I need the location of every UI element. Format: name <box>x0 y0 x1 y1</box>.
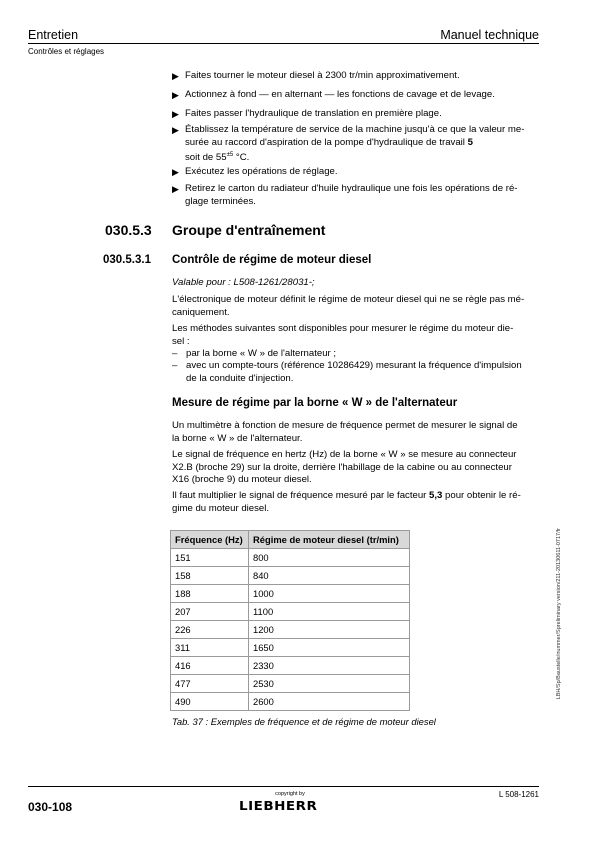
paragraph-line: Les méthodes suivantes sont disponibles pour mesurer le régime du moteur die- <box>172 323 514 334</box>
footer-divider <box>28 786 539 787</box>
liebherr-logo: LIEBHERR <box>239 798 318 814</box>
bullet-arrow-icon: ▶ <box>172 90 179 100</box>
bullet-line: surée au raccord d'aspiration de la pompe d'hydraulique de travail <box>185 136 468 148</box>
bullet-line: Établissez la température de service de la machine jusqu'à ce que la valeur me- <box>185 124 525 135</box>
cell-engine-speed: 1650 <box>249 639 410 657</box>
copyright-text: copyright by <box>275 791 305 797</box>
cell-engine-speed: 1100 <box>249 603 410 621</box>
dash-text: par la borne « W » de l'alternateur ; <box>186 348 337 359</box>
dash-line: avec un compte-tours (référence 10286429) mesurant la fréquence d'impulsion <box>186 360 522 371</box>
frequency-table-wrapper <box>170 530 410 711</box>
cell-frequency: 311 <box>171 639 249 657</box>
dash-marker: – <box>172 360 178 371</box>
table-row <box>171 639 410 657</box>
valid-for-note: Valable pour : L508-1261/28031-; <box>172 277 315 288</box>
cell-frequency: 490 <box>171 693 249 711</box>
paragraph-line: L'électronique de moteur définit le régime de moteur diesel qui ne se règle pas mé- <box>172 294 525 305</box>
table-header-engine-speed: Régime de moteur diesel (tr/min) <box>249 531 410 549</box>
paragraph-line: gime du moteur diesel. <box>172 502 270 514</box>
bullet-text: Faites passer l'hydraulique de translation en première plage. <box>185 108 442 119</box>
table-row <box>171 693 410 711</box>
bullet-text: Faites tourner le moteur diesel à 2300 tr/min approximativement. <box>185 70 460 81</box>
page-number: 030-108 <box>28 800 73 814</box>
heading-measurement: Mesure de régime par la borne « W » de l'alternateur <box>172 397 458 409</box>
cell-engine-speed: 1200 <box>249 621 410 639</box>
table-row <box>171 603 410 621</box>
cell-frequency: 158 <box>171 567 249 585</box>
cell-engine-speed: 840 <box>249 567 410 585</box>
cell-engine-speed: 800 <box>249 549 410 567</box>
paragraph <box>172 323 540 348</box>
paragraph <box>172 294 540 319</box>
table-row <box>171 549 410 567</box>
cell-frequency: 226 <box>171 621 249 639</box>
section-title: Groupe d'entraînement <box>172 222 326 238</box>
dash-marker: – <box>172 348 178 359</box>
bullet-line: glage terminées. <box>185 195 256 207</box>
header-subtitle: Contrôles et réglages <box>28 47 105 56</box>
side-reference-text: LBH/Sp/Baustelle/nummer/Spreliminary version/211-20130611-0717/fr <box>556 528 562 700</box>
bullet-arrow-icon: ▶ <box>172 167 179 177</box>
paragraph <box>172 490 540 515</box>
bullet-arrow-icon: ▶ <box>172 71 179 81</box>
cell-frequency: 416 <box>171 657 249 675</box>
table-row <box>171 585 410 603</box>
section-number: 030.5.3 <box>105 222 152 238</box>
paragraph <box>172 449 540 487</box>
table-row <box>171 621 410 639</box>
paragraph-line: X16 (broche 9) du moteur diesel. <box>172 474 312 485</box>
cell-engine-speed: 1000 <box>249 585 410 603</box>
bullet-text: Exécutez les opérations de réglage. <box>185 166 338 177</box>
cell-engine-speed: 2530 <box>249 675 410 693</box>
dash-list-item <box>172 360 540 388</box>
paragraph-line: Un multimètre à fonction de mesure de fréquence permet de mesurer le signal de <box>172 420 518 431</box>
bullet-arrow-icon: ▶ <box>172 184 179 194</box>
header-divider <box>28 43 539 44</box>
bullet-arrow-icon: ▶ <box>172 109 179 119</box>
bullet-text: Actionnez à fond — en alternant — les fonctions de cavage et de levage. <box>185 89 495 100</box>
paragraph-line: Il faut multiplier le signal de fréquence mesuré par le facteur <box>172 490 430 501</box>
tolerance: ±5 <box>226 152 234 158</box>
factor-value: 5,3 <box>429 490 443 501</box>
cell-engine-speed: 2600 <box>249 693 410 711</box>
dash-line: de la conduite d'injection. <box>186 372 294 384</box>
paragraph-line: caniquement. <box>172 306 230 318</box>
cell-frequency: 151 <box>171 549 249 567</box>
cell-frequency: 207 <box>171 603 249 621</box>
table-row <box>171 657 410 675</box>
bullet-arrow-icon: ▶ <box>172 125 179 135</box>
paragraph-line: Le signal de fréquence en hertz (Hz) de la borne « W » se mesure au connecteur <box>172 449 517 460</box>
bullet-line: Retirez le carton du radiateur d'huile hydraulique une fois les opérations de ré- <box>185 183 518 194</box>
paragraph-line: sel : <box>172 335 190 347</box>
table-caption: Tab. 37 : Exemples de fréquence et de régime de moteur diesel <box>172 716 436 727</box>
header-manual-title: Manuel technique <box>440 28 539 42</box>
paragraph-line: X2.B (broche 29) sur la droite, derrière l'habillage de la cabine ou au connecteur <box>172 461 512 473</box>
cell-frequency: 477 <box>171 675 249 693</box>
table-header-row <box>171 531 410 549</box>
bullet-text <box>185 124 542 165</box>
paragraph-line: pour obtenir le ré- <box>442 490 521 501</box>
header-section-title: Entretien <box>28 28 79 42</box>
subsection-number: 030.5.3.1 <box>103 254 151 266</box>
bullet-text <box>185 183 542 208</box>
cell-frequency: 188 <box>171 585 249 603</box>
paragraph <box>172 420 540 445</box>
table-row <box>171 567 410 585</box>
pump-number: 5 <box>467 136 473 148</box>
frequency-table <box>170 530 410 711</box>
cell-engine-speed: 2330 <box>249 657 410 675</box>
dash-text <box>186 360 536 385</box>
footer-model-ref: L 508-1261 <box>498 790 539 799</box>
table-header-frequency: Fréquence (Hz) <box>171 531 249 549</box>
table-row <box>171 675 410 693</box>
paragraph-line: la borne « W » de l'alternateur. <box>172 432 303 444</box>
bullet-line: °C. <box>233 152 250 164</box>
subsection-title: Contrôle de régime de moteur diesel <box>172 254 372 266</box>
bullet-line: soit de 55 <box>185 152 227 164</box>
